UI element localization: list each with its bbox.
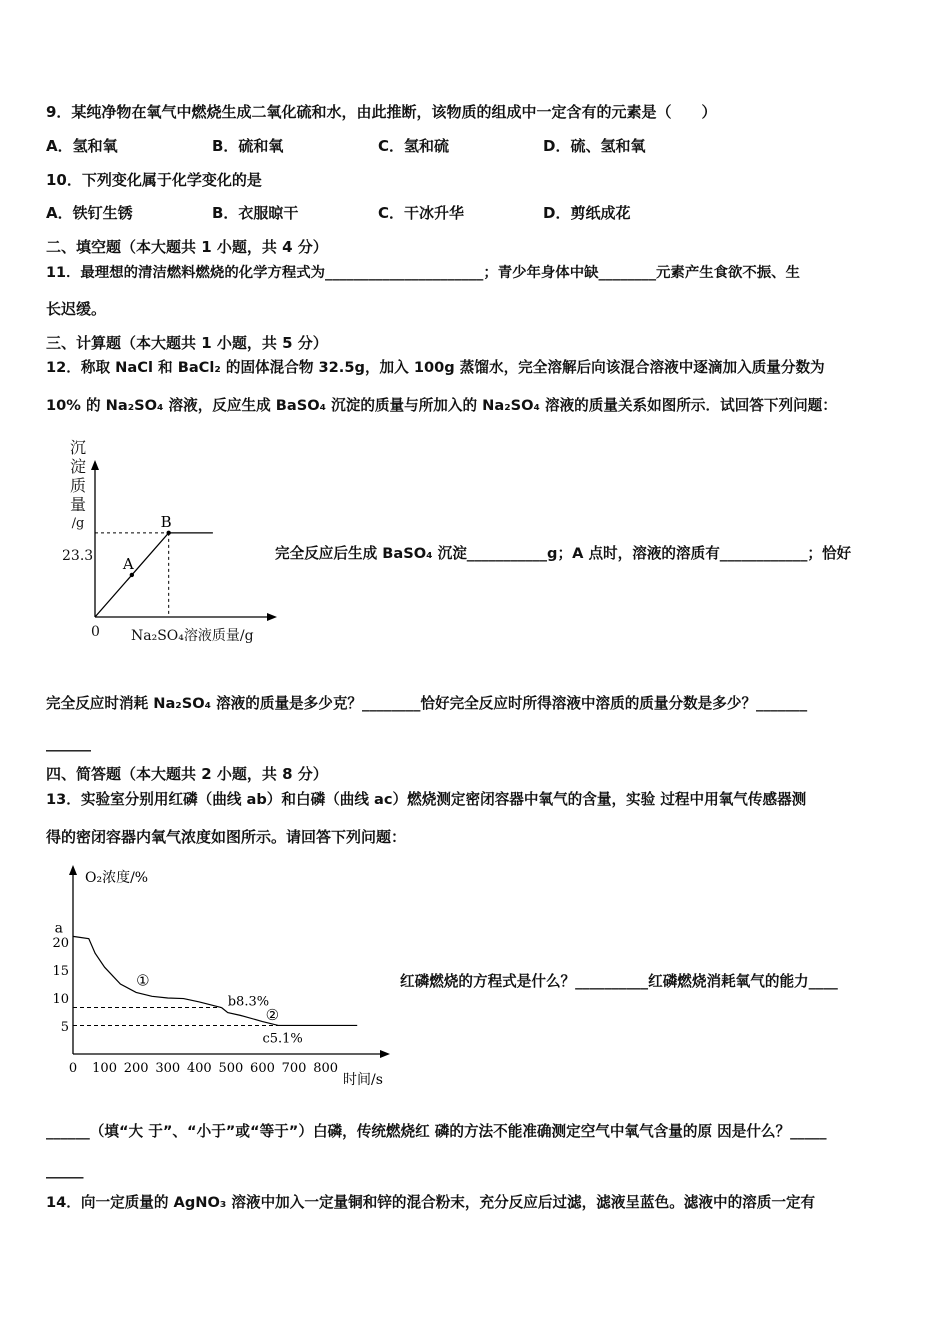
chart2-x-tick-label: 700 (281, 1061, 307, 1076)
chart2-x-tick-label: 400 (186, 1061, 212, 1076)
chart1-point-label: A (122, 554, 134, 573)
chart2-x-tick-label: 100 (92, 1061, 117, 1076)
chart1-ylabel-char: /g (71, 516, 85, 531)
chart2-y-tick-label: 15 (52, 964, 69, 979)
chart2-labels (52, 869, 382, 1088)
q13-line4: _____ (46, 1161, 84, 1179)
chart1-point-a (130, 573, 134, 577)
section-heading-short-answer: 四、简答题（本大题共 2 小题，共 8 分） (46, 765, 328, 783)
chart1-ylabel-char: 淀 (69, 457, 86, 476)
q13-line1: 13．实验室分别用红磷（曲线 ab）和白磷（曲线 ac）燃烧测定密闭容器中氧气的含量，实验 过程中用氧气传感器测 (46, 791, 807, 808)
q13-line3: ______（填“大 于”、“小于”或“等于”）白磷，传统燃烧红 磷的方法不能准确测定空气中氧气含量的原 因是什么？_____ (46, 1123, 827, 1140)
q10-option-b: B．衣服晾干 (212, 204, 299, 222)
q9-option-a: A．氢和氧 (46, 137, 118, 155)
chart1-point-label: B (160, 512, 172, 531)
chart1-series-line (95, 533, 213, 617)
chart1-origin-label: 0 (91, 624, 100, 640)
chart2-y-arrow (69, 865, 77, 875)
q10-stem: 10．下列变化属于化学变化的是 (46, 171, 262, 189)
chart2-x-tick-label: 500 (218, 1061, 244, 1076)
chart1-point-b (166, 531, 170, 535)
chart2-y-tick-label: 5 (60, 1020, 69, 1035)
q9-option-c: C．氢和硫 (378, 137, 450, 155)
chart2-series1-label: ① (136, 971, 150, 990)
chart1-marks (95, 531, 213, 617)
q11-line1: 11．最理想的清洁燃料燃烧的化学方程式为______________________；青少年身体中缺________元素产生食欲不振、生 (46, 265, 800, 281)
q13-side-text: 红磷燃烧的方程式是什么？__________红磷燃烧消耗氧气的能力____ (400, 973, 838, 990)
q10-option-a: A．铁钉生锈 (46, 204, 133, 222)
chart1-ylabel-char: 沉 (69, 438, 86, 457)
chart2-y-tick-label: 20 (52, 936, 69, 951)
q13-line2: 得的密闭容器内氧气浓度如图所示。请回答下列问题： (46, 828, 407, 846)
q12-line2: 10% 的 Na₂SO₄ 溶液，反应生成 BaSO₄ 沉淀的质量与所加入的 Na₂SO₄ 溶液的质量关系如图所示．试回答下列问题： (46, 397, 837, 414)
section-heading-fill-in: 二、填空题（本大题共 1 小题，共 4 分） (46, 238, 328, 256)
chart2-y-tick-label: 10 (52, 992, 69, 1007)
q12-line3: 完全反应时消耗 Na₂SO₄ 溶液的质量是多少克？________恰好完全反应时所得溶液中溶质的质量分数是多少？_______ (46, 695, 808, 712)
chart2-b-label: b8.3% (227, 994, 270, 1010)
chart2-series-2 (221, 1005, 357, 1026)
chart2-x-tick-label: 200 (123, 1061, 149, 1076)
q12-line1: 12．称取 NaCl 和 BaCl₂ 的固体混合物 32.5g，加入 100g 蒸馏水，完全溶解后向该混合溶液中逐滴加入质量分数为 (46, 359, 825, 376)
q12-side-text: 完全反应后生成 BaSO₄ 沉淀___________g；A 点时，溶液的溶质有____________；恰好 (275, 545, 852, 562)
chart1-y-arrow (91, 460, 99, 470)
q9-stem: 9．某纯净物在氧气中燃烧生成二氧化硫和水，由此推断，该物质的组成中一定含有的元素是（ ） (46, 103, 717, 121)
chart2-xlabel: 时间/s (343, 1072, 383, 1088)
q9-option-b: B．硫和氧 (212, 137, 284, 155)
chart1-axes (91, 460, 277, 621)
q12-line4: ______ (46, 734, 91, 752)
section-heading-calculation: 三、计算题（本大题共 1 小题，共 5 分） (46, 334, 328, 352)
chart2-x-tick-label: 600 (250, 1061, 275, 1076)
chart2-x-tick-label: 800 (313, 1061, 339, 1076)
precipitate-mass-chart (60, 430, 280, 650)
chart2-series2-label: ② (265, 1005, 280, 1024)
chart2-x-tick-label: 300 (155, 1061, 181, 1076)
chart1-ylabel-char: 质 (69, 476, 86, 495)
chart1-ylabel-char: 量 (69, 495, 86, 514)
chart2-c-label: c5.1% (262, 1031, 303, 1047)
chart2-start-label: a (54, 920, 63, 937)
chart1-xlabel: Na₂SO₄溶液质量/g (131, 628, 254, 644)
q10-option-d: D．剪纸成花 (543, 204, 631, 222)
q9-option-d: D．硫、氢和氧 (543, 137, 646, 155)
q11-line2: 长迟缓。 (46, 300, 107, 318)
chart2-x-arrow (380, 1050, 390, 1058)
chart2-ylabel: O₂浓度/% (85, 870, 149, 886)
chart2-x-tick-label: 0 (68, 1061, 78, 1076)
chart1-ylabel (67, 438, 89, 533)
chart1-labels (122, 513, 172, 573)
chart2-axes (69, 865, 390, 1058)
q14-line1: 14．向一定质量的 AgNO₃ 溶液中加入一定量铜和锌的混合粉末，充分反应后过滤，滤液呈蓝色。滤液中的溶质一定有 (46, 1194, 816, 1211)
q10-option-c: C．干冰升华 (378, 204, 465, 222)
oxygen-concentration-chart (40, 858, 400, 1093)
chart1-x-arrow (267, 613, 277, 621)
chart2-marks (73, 936, 357, 1025)
chart1-y-tick-label: 23.3 (62, 548, 94, 564)
